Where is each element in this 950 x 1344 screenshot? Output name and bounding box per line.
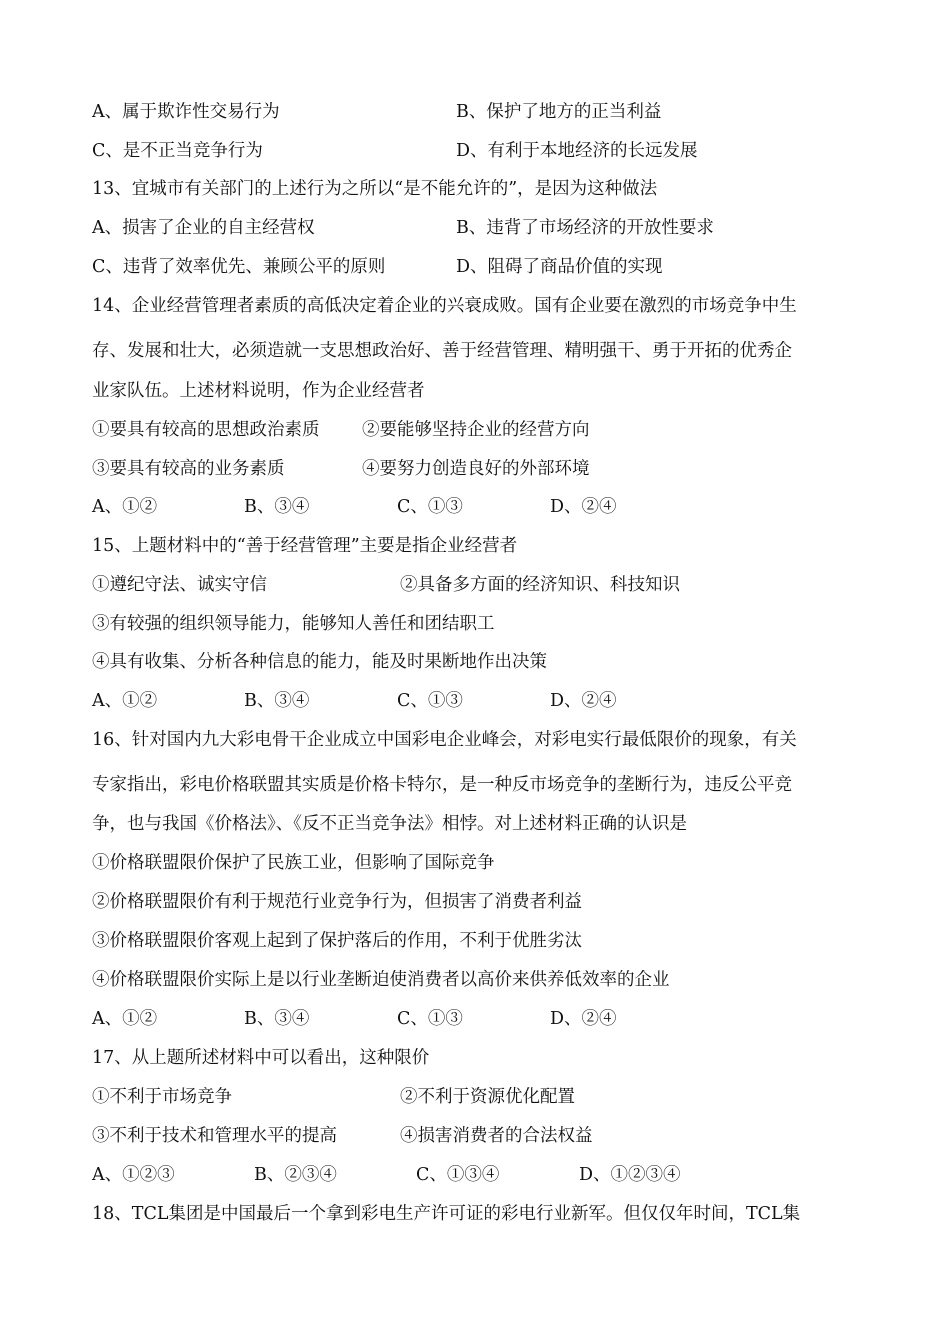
q16-option-d: D、②④ <box>550 1009 617 1029</box>
q16-item-2: ②价格联盟限价有利于规范行业竞争行为，但损害了消费者利益 <box>92 892 582 912</box>
q14-stem-line-3: 业家队伍。上述材料说明，作为企业经营者 <box>92 381 425 401</box>
q12-option-d: D、有利于本地经济的长远发展 <box>456 141 698 161</box>
q15-item-1: ①遵纪守法、诚实守信 <box>92 575 267 595</box>
q12-option-c: C、是不正当竞争行为 <box>92 141 263 161</box>
q14-option-a: A、①② <box>92 497 158 517</box>
q14-item-4: ④要努力创造良好的外部环境 <box>362 459 590 479</box>
q17-item-4: ④损害消费者的合法权益 <box>400 1126 593 1146</box>
q16-stem-line-3: 争，也与我国《价格法》、《反不正当竞争法》相悖。对上述材料正确的认识是 <box>92 814 687 834</box>
q16-item-1: ①价格联盟限价保护了民族工业，但影响了国际竞争 <box>92 853 495 873</box>
q16-option-b: B、③④ <box>244 1009 310 1029</box>
q13-option-a: A、损害了企业的自主经营权 <box>92 218 315 238</box>
q14-stem-line-1: 14、企业经营管理者素质的高低决定着企业的兴衰成败。国有企业要在激烈的市场竞争中生 <box>92 296 797 316</box>
q15-option-a: A、①② <box>92 691 158 711</box>
q16-item-3: ③价格联盟限价客观上起到了保护落后的作用，不利于优胜劣汰 <box>92 931 582 951</box>
q15-option-d: D、②④ <box>550 691 617 711</box>
q18-stem: 18、TCL集团是中国最后一个拿到彩电生产许可证的彩电行业新军。但仅仅年时间，TCL集 <box>92 1204 801 1224</box>
q16-stem-line-2: 专家指出，彩电价格联盟其实质是价格卡特尔，是一种反市场竞争的垄断行为，违反公平竞 <box>92 775 792 795</box>
q17-stem: 17、从上题所述材料中可以看出，这种限价 <box>92 1048 430 1068</box>
q17-item-2: ②不利于资源优化配置 <box>400 1087 575 1107</box>
q13-option-d: D、阻碍了商品价值的实现 <box>456 257 663 277</box>
q15-item-2: ②具备多方面的经济知识、科技知识 <box>400 575 680 595</box>
q17-option-b: B、②③④ <box>254 1165 337 1185</box>
q13-stem: 13、宜城市有关部门的上述行为之所以“是不能允许的”，是因为这种做法 <box>92 179 658 199</box>
q14-option-c: C、①③ <box>397 497 463 517</box>
q13-option-c: C、违背了效率优先、兼顾公平的原则 <box>92 257 386 277</box>
q16-stem-line-1: 16、针对国内九大彩电骨干企业成立中国彩电企业峰会，对彩电实行最低限价的现象，有关 <box>92 730 797 750</box>
q17-option-d: D、①②③④ <box>579 1165 681 1185</box>
q17-option-a: A、①②③ <box>92 1165 175 1185</box>
q16-option-a: A、①② <box>92 1009 158 1029</box>
q15-stem: 15、上题材料中的“善于经营管理”主要是指企业经营者 <box>92 536 518 556</box>
q14-item-3: ③要具有较高的业务素质 <box>92 459 285 479</box>
q15-item-4: ④具有收集、分析各种信息的能力，能及时果断地作出决策 <box>92 652 547 672</box>
q12-option-a: A、属于欺诈性交易行为 <box>92 102 280 122</box>
q15-option-b: B、③④ <box>244 691 310 711</box>
q14-stem-line-2: 存、发展和壮大，必须造就一支思想政治好、善于经营管理、精明强干、勇于开拓的优秀企 <box>92 341 792 361</box>
q14-item-1: ①要具有较高的思想政治素质 <box>92 420 320 440</box>
q15-item-3: ③有较强的组织领导能力，能够知人善任和团结职工 <box>92 614 495 634</box>
q14-item-2: ②要能够坚持企业的经营方向 <box>362 420 590 440</box>
q17-option-c: C、①③④ <box>416 1165 500 1185</box>
q16-option-c: C、①③ <box>397 1009 463 1029</box>
q15-option-c: C、①③ <box>397 691 463 711</box>
q14-option-d: D、②④ <box>550 497 617 517</box>
q13-option-b: B、违背了市场经济的开放性要求 <box>456 218 714 238</box>
q14-option-b: B、③④ <box>244 497 310 517</box>
q12-option-b: B、保护了地方的正当利益 <box>456 102 662 122</box>
q17-item-3: ③不利于技术和管理水平的提高 <box>92 1126 337 1146</box>
q17-item-1: ①不利于市场竞争 <box>92 1087 232 1107</box>
q16-item-4: ④价格联盟限价实际上是以行业垄断迫使消费者以高价来供养低效率的企业 <box>92 970 670 990</box>
